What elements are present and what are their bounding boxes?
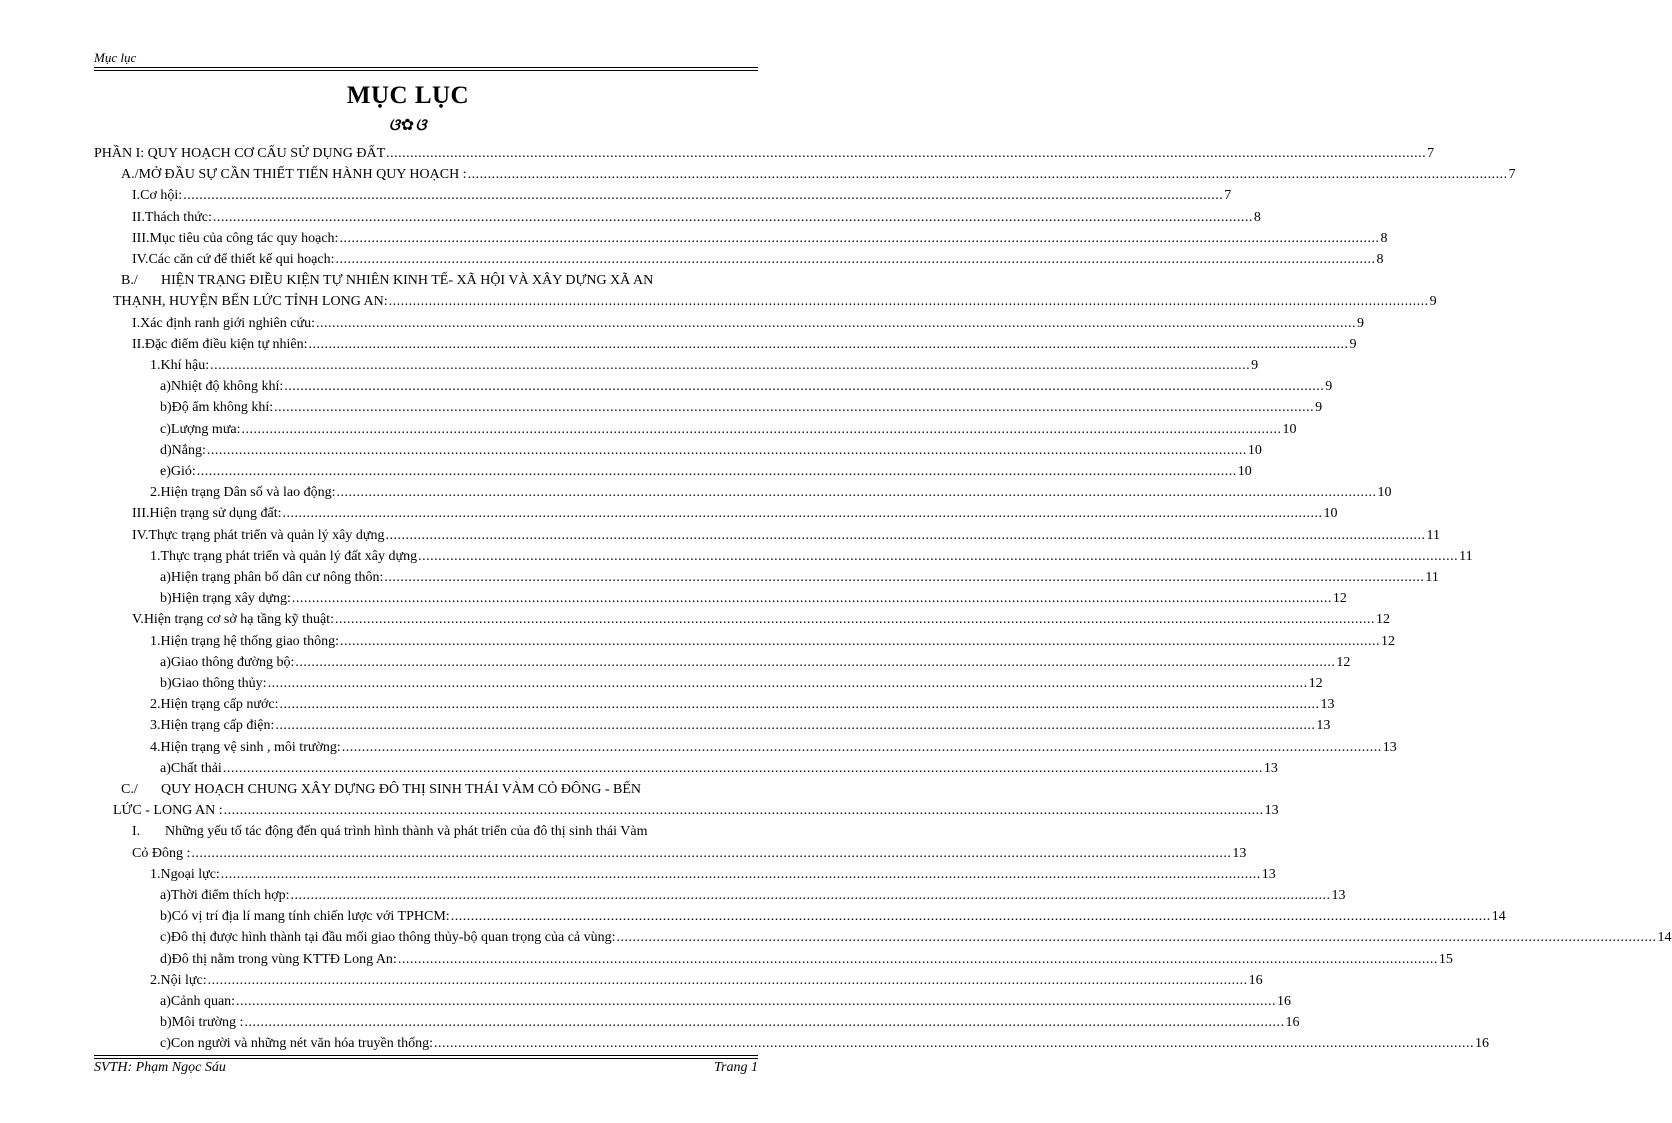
toc-leader-dots: .................................................................................................................................................................................................................................................................... bbox=[341, 739, 1382, 755]
toc-number: IV. bbox=[132, 527, 149, 543]
toc-entry[interactable] bbox=[150, 865, 1276, 885]
toc-number: d) bbox=[160, 951, 172, 967]
toc-number: C./ bbox=[121, 782, 138, 797]
toc-page-number: 9 bbox=[1356, 315, 1364, 331]
toc-number: b) bbox=[160, 400, 172, 416]
toc-number: I. bbox=[132, 188, 141, 204]
toc-leader-dots: .................................................................................................................................................................................................................................................................... bbox=[336, 485, 1377, 501]
toc-label: Đặc điểm điều kiện tự nhiên: bbox=[144, 336, 308, 352]
toc-leader-dots: .................................................................................................................................................................................................................................................................... bbox=[450, 909, 1491, 925]
toc-leader-dots: .................................................................................................................................................................................................................................................................... bbox=[282, 506, 1323, 522]
toc-entry-continuation[interactable] bbox=[113, 801, 1279, 821]
toc-leader-dots: .................................................................................................................................................................................................................................................................... bbox=[212, 209, 1253, 225]
toc-label: Nhiệt độ không khí: bbox=[170, 379, 284, 395]
toc-page-number: 16 bbox=[1475, 1036, 1489, 1052]
toc-number: 2. bbox=[150, 697, 161, 713]
toc-leader-dots: .................................................................................................................................................................................................................................................................... bbox=[206, 442, 1247, 458]
toc-leader-dots: .................................................................................................................................................................................................................................................................... bbox=[334, 612, 1375, 628]
toc-entry[interactable] bbox=[160, 377, 1333, 397]
toc-entry[interactable] bbox=[160, 420, 1297, 440]
toc-page-number: 16 bbox=[1248, 972, 1263, 988]
toc-label: Chất thải bbox=[170, 760, 222, 776]
toc-leader-dots: .................................................................................................................................................................................................................................................................... bbox=[236, 994, 1277, 1009]
toc-label: Nắng: bbox=[171, 442, 206, 458]
toc-label: Gió: bbox=[170, 464, 196, 479]
toc-number: 4. bbox=[150, 739, 161, 755]
ornament-divider bbox=[0, 115, 816, 135]
toc-label: Hiện trạng cơ sở hạ tầng kỹ thuật: bbox=[143, 612, 334, 628]
toc-entry[interactable] bbox=[160, 928, 1672, 948]
toc-entry-heading[interactable] bbox=[132, 822, 647, 842]
toc-page-number: 16 bbox=[1277, 994, 1292, 1009]
toc-entry[interactable] bbox=[150, 738, 1397, 758]
toc-entry[interactable] bbox=[150, 716, 1331, 736]
toc-leader-dots: .................................................................................................................................................................................................................................................................... bbox=[210, 358, 1251, 373]
toc-page-number: 9 bbox=[1315, 400, 1323, 416]
toc-entry[interactable] bbox=[132, 335, 1357, 355]
toc-label: Giao thông thủy: bbox=[171, 676, 267, 691]
toc-page-number: 10 bbox=[1237, 464, 1252, 479]
toc-label-line1: HIỆN TRẠNG ĐIỀU KIỆN TỰ NHIÊN KINH TẾ- XÃ HỘI VÀ XÂY DỰNG XÃ AN bbox=[161, 273, 654, 289]
toc-label: Đô thị nằm trong vùng KTTĐ Long An: bbox=[171, 951, 397, 967]
toc-page-number: 10 bbox=[1377, 485, 1392, 501]
toc-page-number: 16 bbox=[1285, 1015, 1300, 1031]
toc-entry-continuation[interactable] bbox=[113, 292, 1437, 312]
toc-entry[interactable] bbox=[132, 186, 1232, 206]
toc-entry[interactable] bbox=[160, 589, 1347, 609]
toc-label: Con người và những nét văn hóa truyền thống: bbox=[170, 1036, 433, 1052]
toc-entry[interactable] bbox=[150, 356, 1259, 376]
toc-leader-dots: .................................................................................................................................................................................................................................................................... bbox=[191, 845, 1232, 861]
toc-leader-dots: .................................................................................................................................................................................................................................................................... bbox=[244, 1015, 1285, 1031]
toc-entry[interactable] bbox=[160, 568, 1439, 588]
toc-number: a) bbox=[160, 760, 171, 776]
page-title: MỤC LỤC bbox=[346, 82, 470, 109]
toc-label: Mục tiêu của công tác quy hoạch: bbox=[149, 230, 339, 246]
toc-number: I. bbox=[132, 315, 141, 331]
toc-entry[interactable] bbox=[160, 441, 1262, 461]
toc-entry-continuation[interactable] bbox=[132, 844, 1247, 864]
toc-entry[interactable] bbox=[160, 462, 1252, 482]
toc-label: Hiện trạng cấp điện: bbox=[160, 718, 275, 734]
toc-number: b) bbox=[160, 1015, 172, 1031]
toc-page-number: 15 bbox=[1438, 951, 1453, 967]
toc-number: d) bbox=[160, 442, 172, 458]
toc-entry-heading[interactable] bbox=[121, 780, 641, 800]
toc-label: LỨC - LONG AN : bbox=[113, 803, 223, 819]
toc-page-number: 12 bbox=[1380, 633, 1395, 649]
toc-label: Thời điểm thích hợp: bbox=[170, 888, 290, 903]
toc-label: MỞ ĐẦU SỰ CẦN THIẾT TIẾN HÀNH QUY HOẠCH : bbox=[138, 167, 467, 183]
toc-leader-dots: .................................................................................................................................................................................................................................................................... bbox=[339, 633, 1380, 649]
toc-entry[interactable] bbox=[160, 907, 1506, 927]
toc-label: Thực trạng phát triển và quản lý xây dựng bbox=[148, 527, 385, 543]
toc-label: Thực trạng phát triển và quản lý đất xây dựng bbox=[160, 548, 418, 564]
toc-label: Khí hậu: bbox=[160, 358, 210, 373]
toc-page-number: 9 bbox=[1429, 294, 1437, 310]
toc-label: Đô thị được hình thành tại đầu mối giao thông thủy-bộ quan trọng của cả vùng: bbox=[170, 930, 616, 946]
toc-page-number: 14 bbox=[1491, 909, 1506, 925]
toc-label: Hiện trạng hệ thống giao thông: bbox=[160, 633, 339, 649]
toc-leader-dots: .................................................................................................................................................................................................................................................................... bbox=[275, 718, 1316, 734]
toc-page-number: 9 bbox=[1325, 379, 1333, 395]
toc-leader-dots: .................................................................................................................................................................................................................................................................... bbox=[386, 146, 1427, 161]
toc-number: III. bbox=[132, 230, 150, 246]
toc-page-number: 10 bbox=[1323, 506, 1338, 522]
toc-leader-dots: .................................................................................................................................................................................................................................................................... bbox=[223, 803, 1264, 819]
toc-leader-dots: .................................................................................................................................................................................................................................................................... bbox=[335, 252, 1376, 267]
toc-entry[interactable] bbox=[132, 314, 1364, 334]
toc-label: PHẦN I: QUY HOẠCH CƠ CẤU SỬ DỤNG ĐẤT bbox=[94, 146, 386, 161]
toc-number: II. bbox=[132, 336, 145, 352]
toc-page-number: 13 bbox=[1320, 697, 1335, 713]
toc-label: Hiện trạng sử dụng đất: bbox=[149, 506, 282, 522]
toc-page-number: 9 bbox=[1251, 358, 1259, 373]
toc-number: a) bbox=[160, 379, 171, 395]
toc-label: Hiện trạng phân bố dân cư nông thôn: bbox=[170, 570, 384, 585]
toc-label: Lượng mưa: bbox=[170, 421, 241, 437]
toc-leader-dots: .................................................................................................................................................................................................................................................................... bbox=[220, 866, 1261, 882]
toc-label: Độ ẩm không khí: bbox=[171, 400, 274, 416]
toc-page-number: 8 bbox=[1376, 252, 1384, 267]
toc-number: a) bbox=[160, 654, 171, 670]
toc-leader-dots: .................................................................................................................................................................................................................................................................... bbox=[207, 972, 1248, 988]
toc-entry[interactable] bbox=[121, 165, 1516, 185]
toc-leader-dots: .................................................................................................................................................................................................................................................................... bbox=[384, 570, 1425, 585]
toc-page-number: 14 bbox=[1657, 930, 1672, 946]
toc-number: c) bbox=[160, 1036, 171, 1052]
toc-leader-dots: .................................................................................................................................................................................................................................................................... bbox=[339, 230, 1380, 246]
toc-leader-dots: .................................................................................................................................................................................................................................................................... bbox=[434, 1036, 1474, 1052]
toc-label-line1: Những yếu tố tác động đến quá trình hình thành và phát triển của đô thị sinh thái Vàm bbox=[165, 824, 648, 840]
toc-page-number: 11 bbox=[1426, 527, 1440, 543]
toc-label: Thách thức: bbox=[144, 209, 212, 225]
toc-label: Hiện trạng xây dựng: bbox=[171, 591, 291, 607]
toc-entry[interactable] bbox=[160, 950, 1453, 970]
toc-number: B./ bbox=[121, 273, 138, 289]
toc-entry[interactable] bbox=[150, 483, 1392, 503]
toc-label: Cảnh quan: bbox=[170, 994, 236, 1009]
toc-entry[interactable] bbox=[150, 971, 1263, 991]
toc-leader-dots: .................................................................................................................................................................................................................................................................... bbox=[274, 400, 1315, 416]
toc-entry[interactable] bbox=[150, 547, 1473, 567]
toc-label: Giao thông đường bộ: bbox=[170, 654, 295, 670]
toc-page-number: 13 bbox=[1232, 845, 1247, 861]
toc-number: a) bbox=[160, 994, 171, 1009]
toc-entry-heading[interactable] bbox=[121, 271, 653, 291]
toc-label: Cỏ Đông : bbox=[132, 845, 191, 861]
toc-number: b) bbox=[160, 591, 172, 607]
toc-number: c) bbox=[160, 930, 171, 946]
toc-number: 1. bbox=[150, 866, 161, 882]
toc-number: 2. bbox=[150, 972, 161, 988]
toc-number: IV. bbox=[132, 252, 149, 267]
toc-page-number: 8 bbox=[1380, 230, 1388, 246]
toc-number: I. bbox=[132, 824, 141, 840]
ornament-right: ଓ bbox=[415, 117, 428, 134]
toc-label: Hiện trạng cấp nước: bbox=[160, 697, 279, 713]
toc-leader-dots: .................................................................................................................................................................................................................................................................... bbox=[315, 315, 1356, 331]
toc-leader-dots: .................................................................................................................................................................................................................................................................... bbox=[183, 188, 1224, 204]
toc-page-number: 13 bbox=[1263, 760, 1278, 776]
toc-page-number: 12 bbox=[1308, 676, 1323, 691]
flower-icon: ✿ bbox=[400, 117, 416, 134]
ornament-left: ଓ bbox=[388, 117, 401, 134]
toc-number: b) bbox=[160, 909, 172, 925]
toc-number: c) bbox=[160, 421, 171, 437]
header-section-label: Mục lục bbox=[94, 50, 137, 65]
toc-label: Xác định ranh giới nghiên cứu: bbox=[140, 315, 315, 331]
toc-leader-dots: .................................................................................................................................................................................................................................................................... bbox=[385, 527, 1426, 543]
toc-leader-dots: .................................................................................................................................................................................................................................................................... bbox=[196, 464, 1237, 479]
toc-label-line1: QUY HOẠCH CHUNG XÂY DỰNG ĐÔ THỊ SINH THÁI VÀM CỎ ĐÔNG - BẾN bbox=[161, 782, 641, 797]
toc-entry[interactable] bbox=[132, 504, 1338, 524]
toc-label: Ngoại lực: bbox=[160, 866, 220, 882]
toc-page-number: 7 bbox=[1508, 167, 1516, 183]
toc-entry[interactable] bbox=[160, 886, 1346, 906]
toc-page-number: 13 bbox=[1316, 718, 1331, 734]
toc-entry[interactable] bbox=[132, 526, 1440, 546]
toc-page-number: 11 bbox=[1459, 548, 1473, 564]
toc-leader-dots: .................................................................................................................................................................................................................................................................... bbox=[279, 697, 1320, 713]
toc-leader-dots: .................................................................................................................................................................................................................................................................... bbox=[290, 888, 1331, 903]
toc-entry[interactable] bbox=[150, 632, 1395, 652]
toc-leader-dots: .................................................................................................................................................................................................................................................................... bbox=[616, 930, 1657, 946]
toc-page-number: 12 bbox=[1336, 654, 1351, 670]
toc-page-number: 13 bbox=[1264, 803, 1279, 819]
toc-entry[interactable] bbox=[160, 653, 1351, 673]
toc-entry[interactable] bbox=[132, 250, 1384, 270]
toc-page-number: 12 bbox=[1375, 612, 1390, 628]
toc-page-number: 11 bbox=[1425, 570, 1439, 585]
toc-entry[interactable] bbox=[160, 398, 1323, 418]
toc-page-number: 7 bbox=[1427, 146, 1435, 161]
toc-leader-dots: .................................................................................................................................................................................................................................................................... bbox=[291, 591, 1332, 607]
toc-page-number: 7 bbox=[1224, 188, 1232, 204]
toc-leader-dots: .................................................................................................................................................................................................................................................................... bbox=[267, 676, 1308, 691]
toc-page-number: 9 bbox=[1349, 336, 1357, 352]
toc-page-number: 10 bbox=[1282, 421, 1297, 437]
toc-entry[interactable] bbox=[160, 674, 1323, 694]
toc-entry[interactable] bbox=[150, 695, 1335, 715]
toc-number: A./ bbox=[121, 167, 139, 183]
toc-page-number: 13 bbox=[1331, 888, 1346, 903]
toc-number: 2. bbox=[150, 485, 161, 501]
toc-leader-dots: .................................................................................................................................................................................................................................................................... bbox=[222, 760, 1263, 776]
toc-number: a) bbox=[160, 570, 171, 585]
footer-rule bbox=[94, 1055, 758, 1059]
toc-page-number: 13 bbox=[1261, 866, 1276, 882]
toc-number: II. bbox=[132, 209, 145, 225]
toc-number: III. bbox=[132, 506, 150, 522]
toc-leader-dots: .................................................................................................................................................................................................................................................................... bbox=[467, 167, 1508, 183]
toc-entry[interactable] bbox=[160, 992, 1292, 1012]
toc-page-number: 8 bbox=[1253, 209, 1261, 225]
toc-label: Các căn cứ để thiết kế qui hoạch: bbox=[148, 252, 335, 267]
toc-label: Có vị trí địa lí mang tính chiến lược với TPHCM: bbox=[171, 909, 450, 925]
toc-label: THẠNH, HUYỆN BẾN LỨC TỈNH LONG AN: bbox=[113, 294, 388, 310]
toc-label: Cơ hội: bbox=[140, 188, 183, 204]
toc-entry[interactable] bbox=[160, 1034, 1489, 1054]
footer-author: SVTH: Phạm Ngọc Sáu bbox=[94, 1060, 226, 1075]
toc-number: e) bbox=[160, 464, 171, 479]
toc-leader-dots: .................................................................................................................................................................................................................................................................... bbox=[241, 421, 1282, 437]
toc-entry[interactable] bbox=[132, 229, 1388, 249]
toc-leader-dots: .................................................................................................................................................................................................................................................................... bbox=[418, 548, 1459, 564]
toc-label: Nội lực: bbox=[160, 972, 207, 988]
toc-entry[interactable] bbox=[132, 610, 1390, 630]
toc-leader-dots: .................................................................................................................................................................................................................................................................... bbox=[284, 379, 1325, 395]
header-rule bbox=[94, 67, 758, 71]
toc-label: Hiện trạng Dân số và lao động: bbox=[160, 485, 336, 501]
toc-entry[interactable] bbox=[94, 144, 1435, 164]
toc-number: 1. bbox=[150, 548, 161, 564]
footer-page-number: Trang 1 bbox=[714, 1060, 758, 1075]
toc-label: Môi trường : bbox=[171, 1015, 244, 1031]
toc-entry[interactable] bbox=[160, 1013, 1300, 1033]
toc-page-number: 10 bbox=[1247, 442, 1262, 458]
toc-page-number: 12 bbox=[1332, 591, 1347, 607]
toc-number: V. bbox=[132, 612, 144, 628]
toc-number: 1. bbox=[150, 358, 161, 373]
toc-label: Hiện trạng vệ sinh , môi trường: bbox=[160, 739, 341, 755]
toc-number: a) bbox=[160, 888, 171, 903]
toc-number: 3. bbox=[150, 718, 161, 734]
toc-leader-dots: .................................................................................................................................................................................................................................................................... bbox=[397, 951, 1438, 967]
toc-page-number: 13 bbox=[1382, 739, 1397, 755]
toc-leader-dots: .................................................................................................................................................................................................................................................................... bbox=[295, 654, 1336, 670]
toc-leader-dots: .................................................................................................................................................................................................................................................................... bbox=[388, 294, 1429, 310]
toc-entry[interactable] bbox=[132, 208, 1261, 228]
toc-entry[interactable] bbox=[160, 759, 1278, 779]
toc-number: b) bbox=[160, 676, 172, 691]
toc-number: 1. bbox=[150, 633, 161, 649]
toc-leader-dots: .................................................................................................................................................................................................................................................................... bbox=[308, 336, 1349, 352]
